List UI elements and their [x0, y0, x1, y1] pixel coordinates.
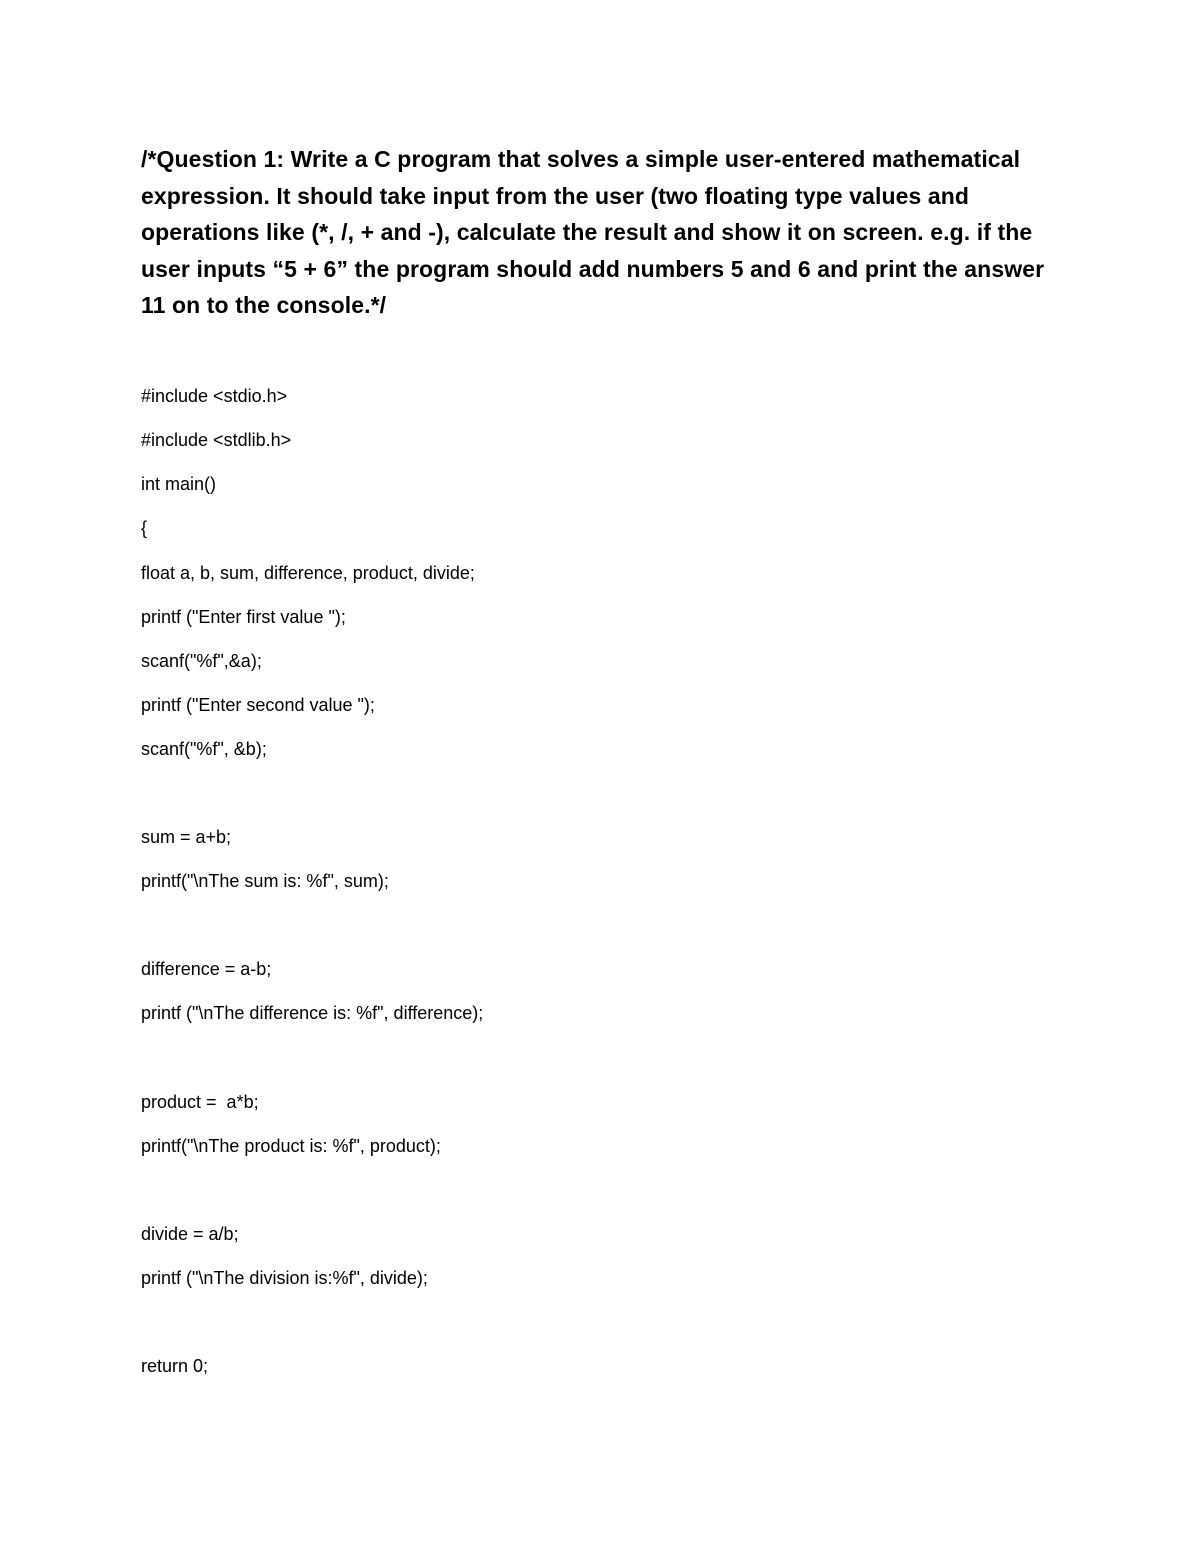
code-line-include-stdio: #include <stdio.h> [141, 386, 288, 406]
code-line-product-print: printf("\nThe product is: %f", product); [141, 1136, 441, 1156]
code-line-prompt-second: printf ("Enter second value "); [141, 695, 375, 715]
code-line-scan-second: scanf("%f", &b); [141, 739, 267, 759]
code-line-open-brace: { [141, 518, 148, 538]
code-line-sum-print: printf("\nThe sum is: %f", sum); [141, 871, 389, 891]
question-text: /*Question 1: Write a C program that solves a simple user-entered mathematical expression. It should take input from the user (two floating type values and operations like (*, /, + and -), calculate the result and show it on screen. e.g. if the user inputs “5 + 6” the program should add numbers 5 and 6 and print the answer 11 on to the console.*/ [141, 146, 1045, 318]
code-line-divide-print: printf ("\nThe division is:%f", divide); [141, 1268, 428, 1288]
code-line-sum-assign: sum = a+b; [141, 827, 232, 847]
code-line-include-stdlib: #include <stdlib.h> [141, 430, 292, 450]
code-line-main-signature: int main() [141, 474, 217, 494]
code-line-scan-first: scanf("%f",&a); [141, 651, 262, 671]
code-line-difference-assign: difference = a-b; [141, 959, 272, 979]
code-line-return: return 0; [141, 1356, 209, 1376]
code-line-product-assign: product = a*b; [141, 1092, 259, 1112]
code-line-divide-assign: divide = a/b; [141, 1224, 239, 1244]
code-line-declaration: float a, b, sum, difference, product, divide; [141, 563, 475, 583]
code-line-difference-print: printf ("\nThe difference is: %f", difference); [141, 1003, 484, 1023]
code-line-prompt-first: printf ("Enter first value "); [141, 607, 346, 627]
